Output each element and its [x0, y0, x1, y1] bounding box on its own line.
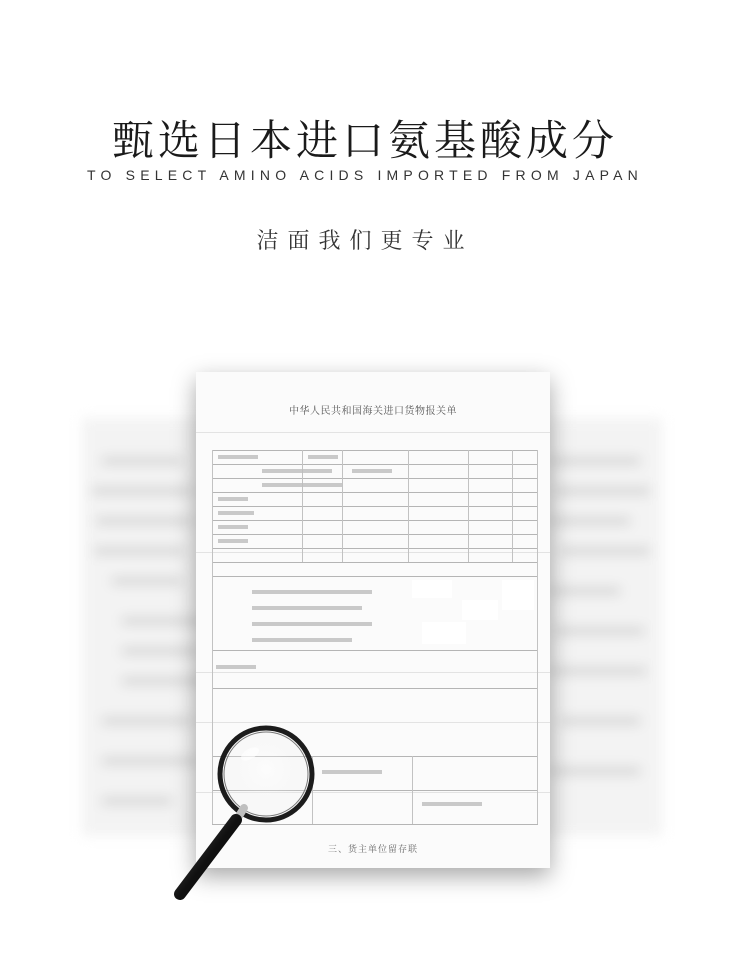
form-footer: 三、货主单位留存联: [327, 845, 418, 855]
hero-subtitle: TO SELECT AMINO ACIDS IMPORTED FROM JAPAN: [86, 167, 643, 183]
hero-title: 甄选日本进口氨基酸成分: [111, 116, 618, 165]
hero-tagline: 洁面我们更专业: [256, 229, 474, 254]
background-document-right: [540, 418, 662, 836]
form-header: 中华人民共和国海关进口货物报关单: [289, 406, 457, 417]
magnifying-glass-icon: [166, 724, 326, 904]
